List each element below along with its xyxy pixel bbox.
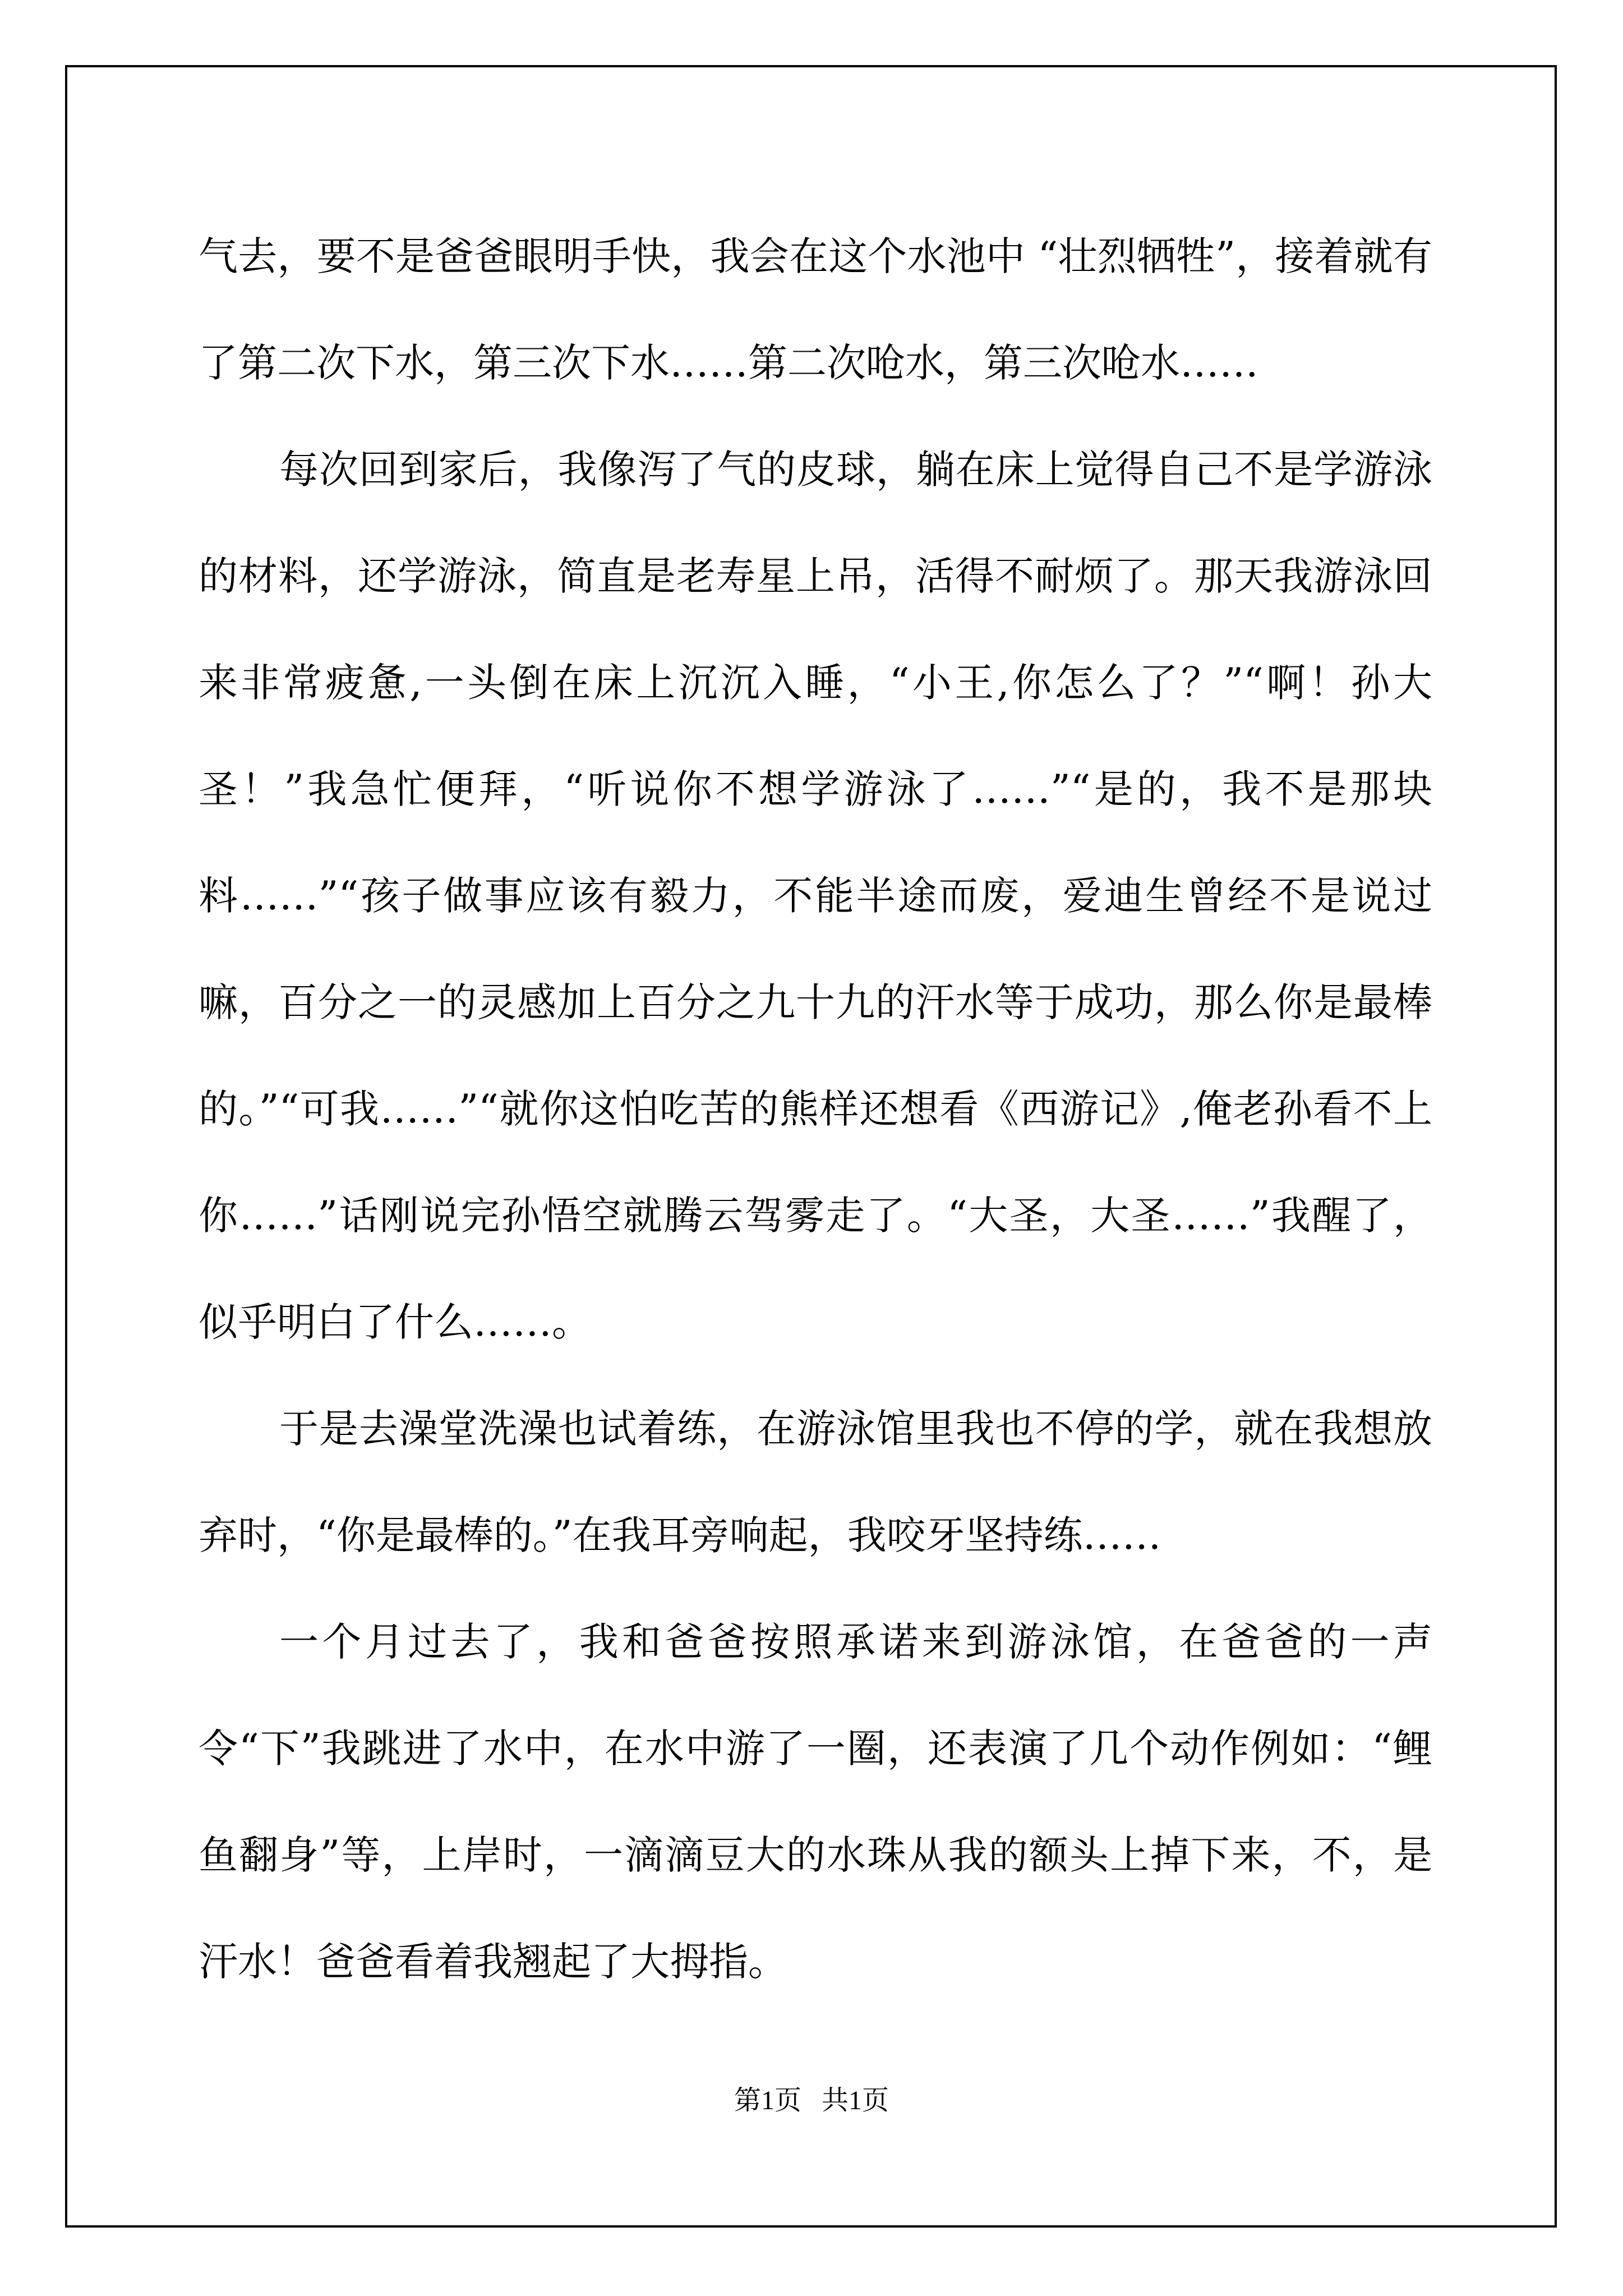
paragraph-1: 气去，要不是爸爸眼明手快，我会在这个水池中 “壮烈牺牲”，接着就有了第二次下水，第三次下水……第二次呛水，第三次呛水…… (199, 233, 1432, 386)
document-body (199, 203, 1432, 2015)
paragraph-2: 每次回到家后，我像泻了气的皮球，躺在床上觉得自己不是学游泳的材料，还学游泳，简直是老寿星上吊，活得不耐烦了。那天我游泳回来非常疲惫,一头倒在床上沉沉入睡，“小王,你怎么了？”“啊！孙大圣！”我急忙便拜，“听说你不想学游泳了……”“是的，我不是那块料……”“孩子做事应该有毅力，不能半途而废，爱迪生曾经不是说过嘛，百分之一的灵感加上百分之九十九的汗水等于成功，那么你是最棒的。”“可我……”“就你这怕吃苦的熊样还想看《西游记》,俺老孙看不上你……”话刚说完孙悟空就腾云驾雾走了。“大圣，大圣……”我醒了，似乎明白了什么……。 (199, 447, 1432, 1345)
page-number-footer: 第1页 共1页 (734, 2086, 889, 2115)
paragraph-3: 于是去澡堂洗澡也试着练，在游泳馆里我也不停的学，就在我想放弃时，“你是最棒的。”在我耳旁响起，我咬牙坚持练…… (199, 1406, 1432, 1558)
paragraph-4: 一个月过去了，我和爸爸按照承诺来到游泳馆，在爸爸的一声令“下”我跳进了水中，在水中游了一圈，还表演了几个动作例如：“鲤鱼翻身”等，上岸时，一滴滴豆大的水珠从我的额头上掉下来，不，是汗水！爸爸看着我翘起了大拇指。 (199, 1619, 1432, 1985)
